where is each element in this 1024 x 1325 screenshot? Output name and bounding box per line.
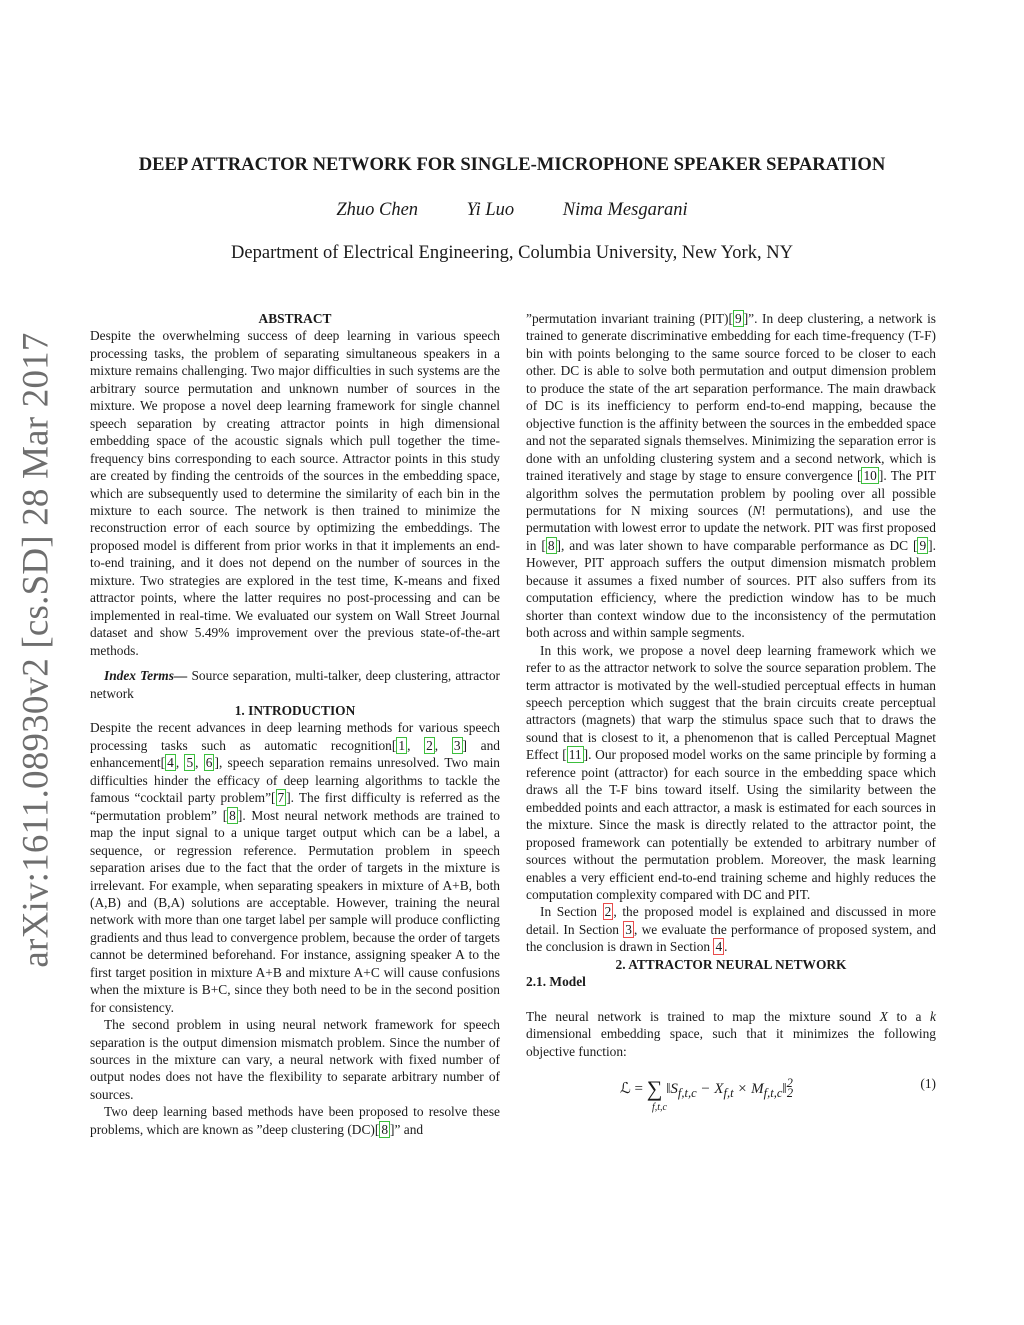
text-run: dimensional embedding space, such that it minimizes the following objective function: — [526, 1026, 936, 1059]
text-run: In this work, we propose a novel deep learning framework which we refer to as the attractor network to solve the source separation problem. The term attractor is motivated by the well-studied perceptual effects in human speech perception which suggest that the brain circuits create perceptual attractors (magnets) that warp the stimulus space such that to draws the sound that is closest to it, a phenomenon that is called Perceptual Magnet Effect — [526, 642, 936, 763]
equation-superscript: 2 — [786, 1076, 793, 1091]
text-run: , the proposed model is explained and discussed in more detail. In Section — [526, 904, 936, 937]
citation-link[interactable]: 8 — [381, 1121, 389, 1137]
text-run: ”. In deep clustering, a network is trained to generate discriminative embedding for each time-frequency (T-F) bin with points belonging to the same source forced to be closer to each other. DC is able to solve both permutation and output dimension problem to produce the state of the art separation performance. The main drawback of DC is its inefficiency to perform end-to-end mapping, because the objective function is the affinity between the sources in the embedded space and not the separated signals themselves. Minimizing the separation error is done with an unfolding clustering system and a second network, which is trained iteratively and stage by stage to ensure convergence — [526, 311, 937, 484]
index-terms-text: Source separation, multi-talker, deep clustering, attractor network — [90, 668, 500, 701]
citation-link[interactable]: 9 — [734, 311, 742, 326]
citation-link[interactable]: 11 — [568, 747, 582, 763]
intro-heading: 1. INTRODUCTION — [234, 702, 356, 718]
author-name: Yi Luo — [466, 200, 515, 220]
section-link[interactable]: 2 — [604, 904, 612, 920]
citation-link[interactable]: 9 — [919, 537, 927, 553]
text-run: ! permutations), and use the permutation with lowest error to update the network. PIT was first proposed in — [526, 502, 937, 553]
arxiv-identifier: arXiv:1611.08930v2 [cs.SD] 28 Mar 2017 — [15, 332, 57, 968]
math-symbol: X — [879, 1008, 888, 1024]
citation-link[interactable]: 3 — [453, 737, 461, 753]
author-list — [0, 200, 1024, 221]
index-terms-label: Index Terms— — [104, 668, 188, 684]
text-run: to a — [887, 1008, 931, 1024]
equation-lhs: ℒ = — [620, 1081, 644, 1098]
affiliation: Department of Electrical Engineering, Columbia University, New York, NY — [231, 243, 793, 263]
left-column — [90, 310, 500, 1138]
author-name: Nima Mesgarani — [562, 200, 688, 220]
equation-term: ‖S — [666, 1081, 678, 1098]
text-run: . Most neural network methods are trained to map the input signal to a unique target output which can be a label, a sequence, or regression reference. Permutation problem in speech separation arises due to the fact that the order of targets in the mixture is irrelevant. For example, when separating speakers in mixture of A+B, both (A,B) and (B,A) solutions are acceptable. However, training the neural network with more than one target label per sample will produce conflicting gradients and thus lead to convergence problem, because the order of targets cannot be determined beforehand. For instance, assigning speaker A to the first target position in mixture A+B and mixture A+C will cause confusions when the mixture is B+C, since they both need to be in the second position for consistency. — [90, 807, 500, 1015]
citation-link[interactable]: 8 — [229, 807, 236, 823]
citation-link[interactable]: 5 — [186, 755, 194, 771]
equation-term: − X — [696, 1081, 724, 1098]
abstract-heading: ABSTRACT — [258, 311, 332, 326]
equation-1 — [526, 1072, 936, 1120]
text-run: and enhancement — [90, 737, 501, 771]
paper-title: DEEP ATTRACTOR NETWORK FOR SINGLE-MICROPHONE SPEAKER SEPARATION — [138, 154, 886, 175]
right-column — [526, 310, 936, 1120]
arxiv-sidebar — [6, 332, 66, 968]
index-terms — [90, 667, 500, 702]
text-run: . The first difficulty is referred as the “permutation problem” — [90, 790, 501, 823]
text-run: Despite the recent advances in deep learning methods for various speech processing tasks such as automatic recognition — [90, 720, 500, 753]
citation-link[interactable]: 2 — [426, 737, 433, 753]
math-symbol: k — [930, 1008, 936, 1024]
equation-number: (1) — [920, 1076, 936, 1092]
citation-link[interactable]: 6 — [205, 755, 213, 771]
intro-paragraph: The second problem in using neural network framework for speech separation is the output dimension mismatch problem. Since the number of sources in the mixture can vary, a neural network with fixed number of output nodes does not have the flexibility to separate arbitrary number of sources. — [90, 1017, 500, 1102]
text-run: , we evaluate the performance of proposed system, and the conclusion is drawn in Section — [526, 921, 936, 955]
summation-index: f,t,c — [652, 1102, 667, 1114]
abstract-text: Despite the overwhelming success of deep learning in various speech processing tasks, the problem of separating simultaneous speakers in a mixture remains challenging. Two major difficulties in such systems are the arbitrary source permutation and unknown number of sources in the mixture. We propose a novel deep learning framework for single channel speech separation by creating attractor points in high dimensional embedding space of the acoustic signals which pull together the time-frequency bins corresponding to each source. Attractor points in this study are created by finding the centroids of the sources in the embedding space, which are subsequently used to determine the similarity of each bin in the mixture to each source. The network is then trained to minimize the reconstruction error of each source by optimizing the embeddings. The proposed model is different from prior works in that it implements an end-to-end training, and it does not depend on the number of sources in the mixture. Two strategies are explored in the test time, K-means and fixed attractor points, where the latter requires no post-processing and can be implemented in real-time. We evaluated our system on Wall Street Journal dataset and show 5.49% improvement over the previous state-of-the-art methods. — [90, 328, 500, 658]
summation-symbol: ∑ — [646, 1076, 663, 1102]
citation-link[interactable]: 7 — [277, 790, 285, 806]
text-run: . — [724, 939, 728, 955]
section-link[interactable]: 4 — [715, 939, 723, 955]
text-run: The neural network is trained to map the mixture sound — [526, 1008, 880, 1024]
subsection-heading: 2.1. Model — [526, 974, 586, 990]
intro-paragraph: Two deep learning based methods have been proposed to resolve these problems, which are known as ”deep clustering (DC)[ 8 ]” and — [90, 1104, 500, 1137]
intro-paragraph: ”permutation invariant training (PIT)[ 9 ]”. In deep clustering, a network is trained to generate discriminative embedding for each time-frequency (T-F) bin with points belonging to the same source forced to be closer to each other. DC is able to solve both permutation and output dimension problem to produce the state of the art separation performance. The main drawback of DC is its inefficiency to perform end-to-end mapping, because the objective function is the affinity between the sources in the embedded space and not the separated signals themselves. Minimizing the separation error is done with an unfolding clustering system and a second network, which is trained iteratively and stage by stage to ensure convergence [ 10 ]. The PIT algorithm solves the permutation problem by pooling over all possible permutations for N mixing sources (N! permutations), and use the permutation with lowest error to update the network. PIT was first proposed in [ 8 ], and was later shown to have comparable performance as DC [ 9 ]. However, PIT approach suffers the output dimension mismatch problem because it assumes a fixed number of sources. PIT also suffers from its computation efficiency, where the prediction window has to be much shorter than context window due to the inconsistency of the permutation both across and within sample segments. — [526, 311, 937, 641]
equation-subscript: 2 — [786, 1086, 794, 1101]
citation-link[interactable]: 4 — [167, 755, 174, 771]
text-run: ”permutation invariant training (PIT) — [526, 311, 729, 326]
text-run: . Our proposed model works on the same principle by forming a reference point (attractor) for each source in the embedding space which draws all the T-F bins toward itself. Using the similarity between the embedded points and each attractor, a mask is estimated for each sources in the mixture. Since the mask is directly related to the attractor point, the proposed framework can potentially be extended to arbitrary number of sources without the permutation problem. Moreover, the mask learning enables a very efficient end-to-end training scheme and highly reduces the computation complexity compared with DC and PIT. — [526, 747, 937, 902]
text-run: , and was later shown to have comparable performance as DC — [560, 537, 913, 553]
citation-link[interactable]: 10 — [863, 468, 877, 484]
text-run: . The PIT algorithm solves the permutation problem by pooling over all possible permutations for N mixing sources ( — [526, 468, 936, 518]
text-run: ” and — [394, 1121, 424, 1137]
math-symbol: N — [752, 502, 762, 518]
equation-subscript: f,t,c — [677, 1086, 697, 1101]
author-name: Zhuo Chen — [336, 200, 419, 220]
model-paragraph — [526, 1008, 936, 1060]
text-run: . However, PIT approach suffers the output dimension mismatch problem because it assumes a fixed number of sources. PIT also suffers from its computation efficiency, where the prediction window has to be much shorter than context window due to the inconsistency of the permutation both across and within sample segments. — [526, 537, 936, 641]
text-run: Two deep learning based methods have been proposed to resolve these problems, which are known as ”deep clustering (DC) — [90, 1104, 500, 1137]
text-run: In Section — [540, 904, 603, 920]
intro-paragraph: Despite the recent advances in deep learning methods for various speech processing tasks such as automatic recognition[ 1 , 2 , 3 ] and enhancement[ 4 , 5 , 6 ], speech separation remains unresolved. Two main difficulties hinder the efficacy of deep learning algorithms to tackle the famous “cocktail party problem”[ 7 ]. The first difficulty is referred as the “permutation problem” [ 8 ]. Most neural network methods are trained to map the input signal to a unique target output which can be a label, a sequence, or regression reference. Permutation problem in speech separation arises due to the fact that the order of targets in the mixture is irrelevant. For example, when separating speakers in mixture of A+B, both (A,B) and (B,A) solutions are acceptable. However, training the neural network with more than one target label per sample will produce conflicting gradients and thus lead to convergence problem, because the order of targets cannot be determined beforehand. For instance, assigning speaker A to the first target position in mixture A+B and mixture A+C will cause confusions when the mixture is B+C, since they both need to be in the second position for consistency. — [90, 720, 501, 1015]
intro-paragraph — [526, 903, 936, 955]
equation-subscript: f,t,c — [763, 1086, 783, 1101]
equation-term: × M — [733, 1081, 764, 1098]
equation-body — [620, 1075, 793, 1102]
section-heading: 2. ATTRACTOR NEURAL NETWORK — [615, 956, 847, 972]
equation-subscript: f,t — [723, 1086, 734, 1101]
equation-term: ‖ — [782, 1081, 787, 1098]
section-link[interactable]: 3 — [625, 921, 632, 937]
citation-link[interactable]: 8 — [547, 537, 555, 553]
intro-paragraph: In this work, we propose a novel deep learning framework which we refer to as the attractor network to solve the source separation problem. The term attractor is motivated by the well-studied perceptual effects in human speech perception which suggest that the brain circuits create perceptual attractors (magnets) that warp the stimulus space such that to draws the sound that is closest to it, a phenomenon that is called Perceptual Magnet Effect [ 11 ]. Our proposed model works on the same principle by forming a reference point (attractor) for each source in the embedding space which draws all the T-F bins toward itself. Using the similarity between the embedded points and each attractor, a mask is estimated for each sources in the mixture. Since the mask is directly related to the attractor point, the proposed framework can potentially be extended to arbitrary number of sources without the permutation problem. Moreover, the mask learning enables a very efficient end-to-end training scheme and highly reduces the computation complexity compared with DC and PIT. — [526, 642, 937, 902]
text-run: , speech separation remains unresolved. Two main difficulties hinder the efficacy of deep learning algorithms to tackle the famous “cocktail party problem” — [90, 755, 500, 806]
citation-link[interactable]: 1 — [398, 737, 406, 753]
